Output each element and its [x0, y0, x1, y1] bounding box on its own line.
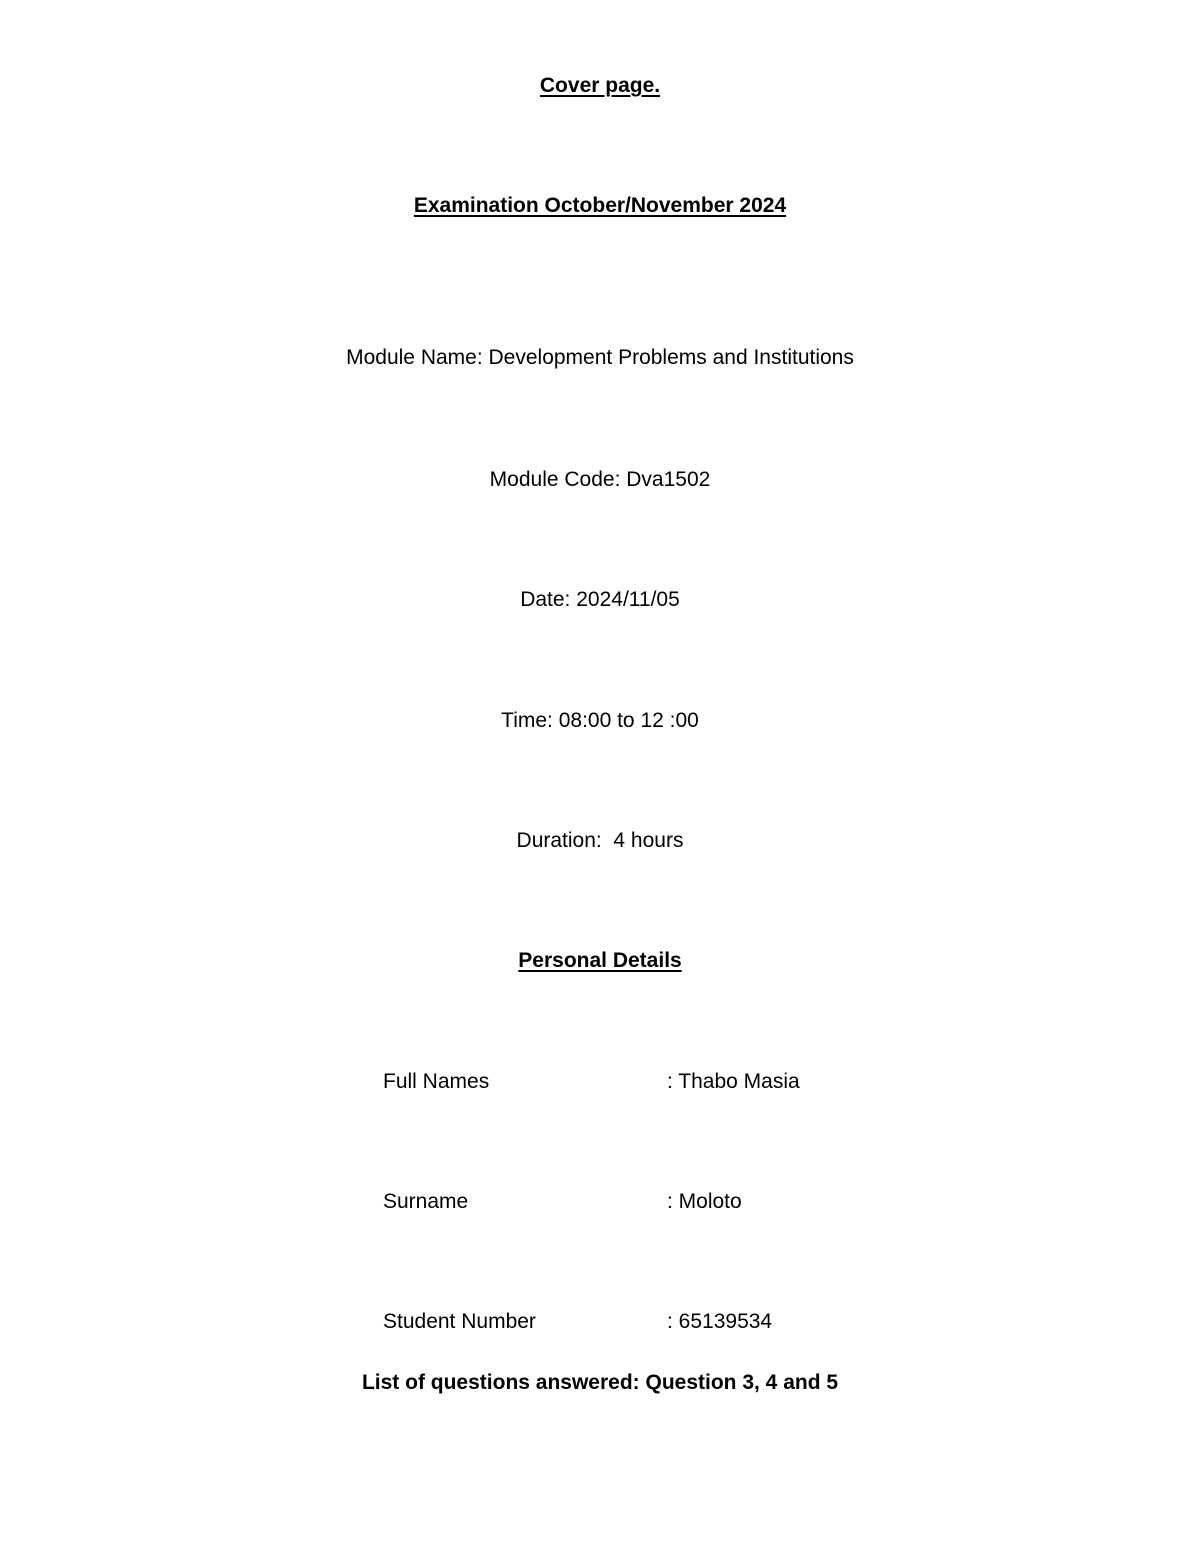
student-number-label: Student Number: [383, 1310, 536, 1333]
exam-duration: Duration: 4 hours: [516, 829, 684, 852]
exam-date: Date: 2024/11/05: [520, 588, 680, 611]
personal-details-heading: Personal Details: [518, 949, 682, 972]
exam-title: Examination October/November 2024: [413, 194, 787, 217]
detail-row-surname: [0, 1189, 1200, 1215]
full-names-label: Full Names: [383, 1070, 490, 1093]
module-code: Module Code: Dva1502: [489, 468, 711, 491]
questions-answered: List of questions answered: Question 3, 4 and 5: [361, 1371, 839, 1394]
detail-row-full-names: [0, 1069, 1200, 1095]
student-number-value: : 65139534: [667, 1310, 773, 1333]
cover-title: Cover page.: [539, 74, 661, 97]
module-name: Module Name: Development Problems and Institutions: [346, 346, 854, 369]
detail-row-student-number: [0, 1309, 1200, 1335]
surname-label: Surname: [383, 1190, 469, 1213]
surname-value: : Moloto: [667, 1190, 742, 1213]
full-names-value: : Thabo Masia: [667, 1070, 800, 1093]
exam-time: Time: 08:00 to 12 :00: [501, 709, 699, 732]
